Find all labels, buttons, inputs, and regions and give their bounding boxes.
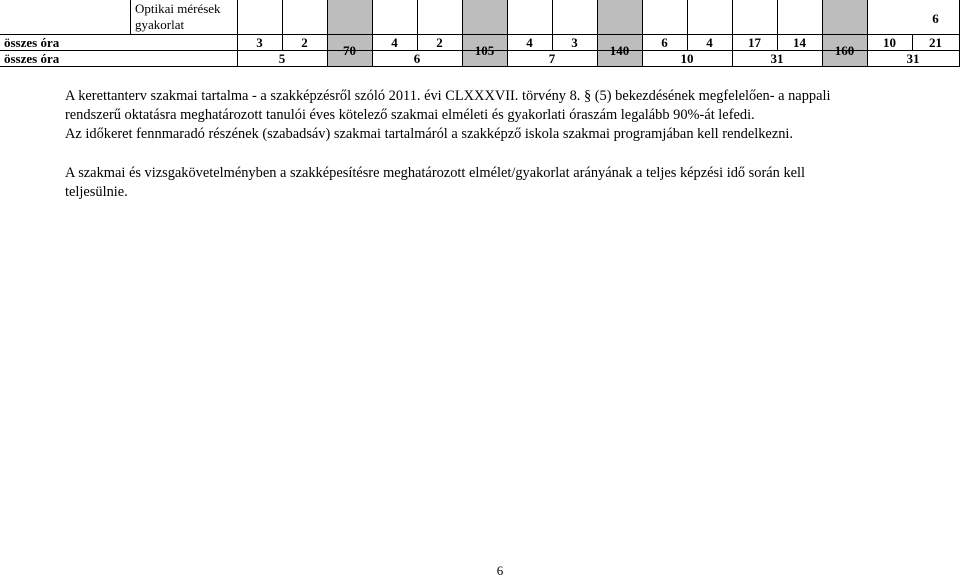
table-cell: 2 <box>301 35 308 50</box>
table-cell: 4 <box>391 35 398 50</box>
table-cell: 5 <box>278 51 286 66</box>
table-cell: 31 <box>906 51 920 66</box>
column-header-label: gyakorlat <box>135 17 185 32</box>
table-cell: 3 <box>571 35 578 50</box>
merged-total-cell: 70 <box>343 43 356 58</box>
table-cell: 7 <box>548 51 556 66</box>
table-cell: 14 <box>793 35 806 50</box>
merged-total-cell: 160 <box>834 43 855 58</box>
hours-table <box>0 0 960 67</box>
table-cell: 2 <box>436 35 443 50</box>
table-cell: 31 <box>770 51 784 66</box>
row-label: összes óra <box>4 51 60 66</box>
table-rule <box>0 66 960 67</box>
paragraph-line: rendszerű oktatásra meghatározott tanulói éves kötelező szakmai elméleti és gyakorlati óraszám legalább 90%-át lefedi. <box>65 107 755 123</box>
merged-total-cell: 140 <box>609 43 630 58</box>
page-number: 6 <box>496 563 504 578</box>
table-cell: 21 <box>929 35 942 50</box>
merged-total-cell: 105 <box>474 43 495 58</box>
paragraph-curriculum <box>65 87 905 144</box>
paragraph-ratio <box>65 164 905 202</box>
table-rule <box>130 0 131 35</box>
paragraph-line: Az időkeret fennmaradó részének (szabadsáv) szakmai tartalmáról a szakképző iskola szakmai programjában kell rendelkezni. <box>65 126 793 142</box>
header-extra-value: 6 <box>932 11 939 26</box>
table-cell: 10 <box>680 51 694 66</box>
table-cell: 4 <box>526 35 533 50</box>
column-header-label: Optikai mérések <box>135 1 221 16</box>
row-label: összes óra <box>4 35 60 50</box>
table-cell: 6 <box>661 35 668 50</box>
table-cell: 6 <box>413 51 421 66</box>
paragraph-line: A kerettanterv szakmai tartalma - a szakképzésről szóló 2011. évi CLXXXVII. törvény 8. § (5) bekezdésének megfelelően- a nappali <box>65 88 831 104</box>
table-cell: 3 <box>256 35 263 50</box>
paragraph-line: A szakmai és vizsgakövetelményben a szakképesítésre meghatározott elmélet/gyakorlat arányának a teljes képzési idő során kell <box>65 165 806 181</box>
paragraph-line: teljesülnie. <box>65 184 128 200</box>
table-rule <box>0 34 960 35</box>
table-cell: 4 <box>706 35 713 50</box>
table-cell: 10 <box>883 35 896 50</box>
table-cell: 17 <box>748 35 761 50</box>
